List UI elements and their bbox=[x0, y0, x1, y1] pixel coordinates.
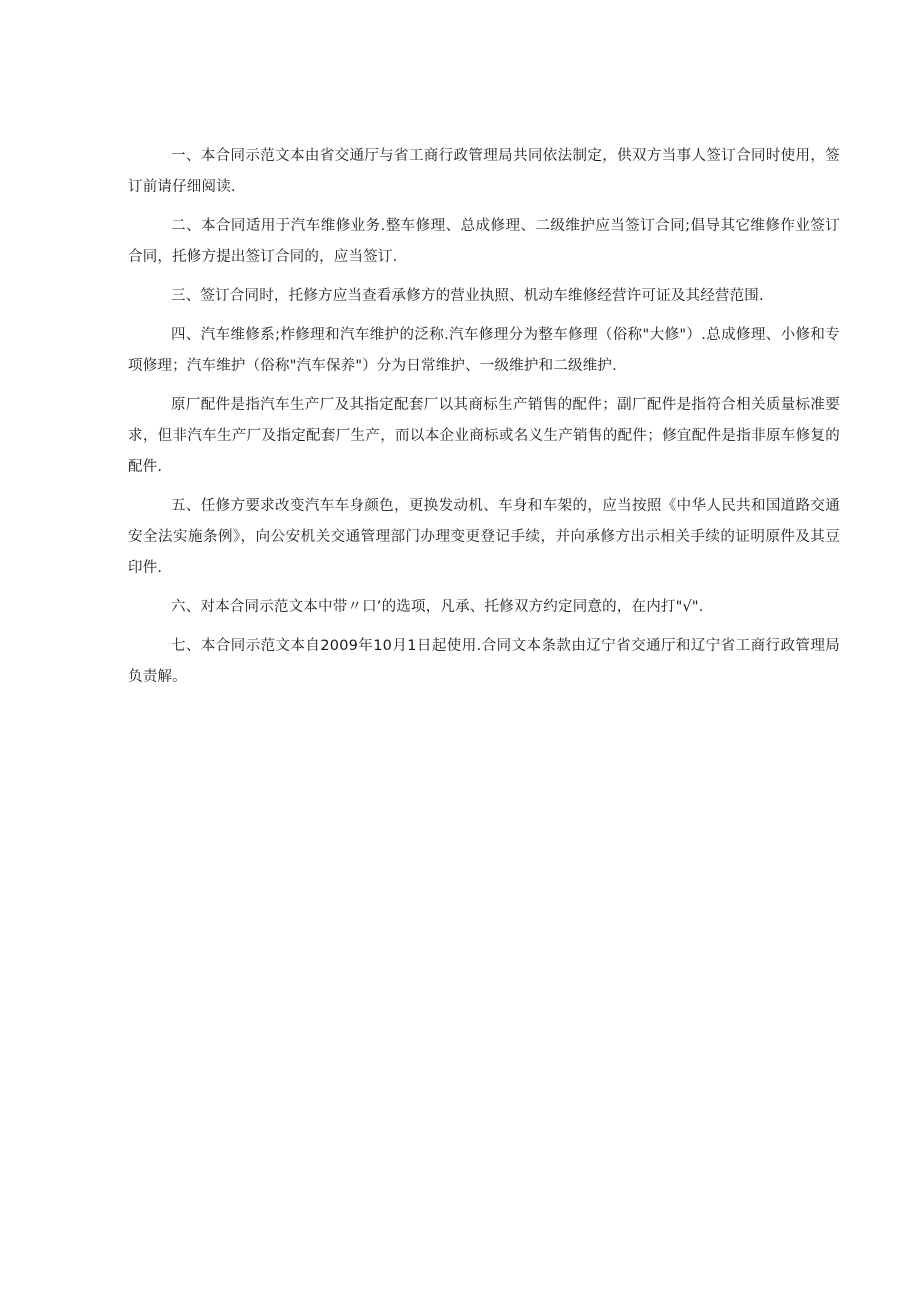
paragraph-4: 四、汽车维修系;柞修理和汽车维护的泛称.汽车修理分为整车修理（俗称"大修"）.总成修理、小修和专项修理；汽车维护（俗称"汽车保养"）分为日常维护、一级维护和二级维护. bbox=[128, 327, 840, 374]
paragraph-2: 二、本合同适用于汽车维修业务.整车修理、总成修理、二级维护应当签订合同;倡导其它维修作业签订合同，托修方提出签订合同的，应当签订. bbox=[128, 218, 840, 265]
paragraph-7: 六、对本合同示范文本中带〃口’的选项，凡承、托修双方约定同意的，在内打"√". bbox=[171, 599, 704, 615]
paragraph-8: 七、本合同示范文本自2009年10月1日起使用.合同文本条款由辽宁省交通厅和辽宁省工商行政管理局负责解。 bbox=[128, 638, 840, 685]
paragraph-5: 原厂配件是指汽车生产厂及其指定配套厂以其商标生产销售的配件；副厂配件是指符合相关质量标准要求，但非汽车生产厂及指定配套厂生产，而以本企业商标或名义生产销售的配件；修宜配件是指非原车修复的配件. bbox=[128, 397, 840, 475]
document-body bbox=[128, 141, 840, 701]
paragraph-6: 五、任修方要求改变汽车车身颜色，更换发动机、车身和车架的，应当按照《中华人民共和国道路交通安全法实施条例》，向公安机关交通管理部门办理变更登记手续，并向承修方出示相关手续的证明原件及其豆印件. bbox=[128, 498, 840, 576]
paragraph-3: 三、签订合同时，托修方应当查看承修方的营业执照、机动车维修经营许可证及其经营范围. bbox=[171, 288, 764, 304]
paragraph-1: 一、本合同示范文本由省交通厅与省工商行政管理局共同依法制定，供双方当事人签订合同时使用，签订前请仔细阅读. bbox=[128, 148, 840, 195]
